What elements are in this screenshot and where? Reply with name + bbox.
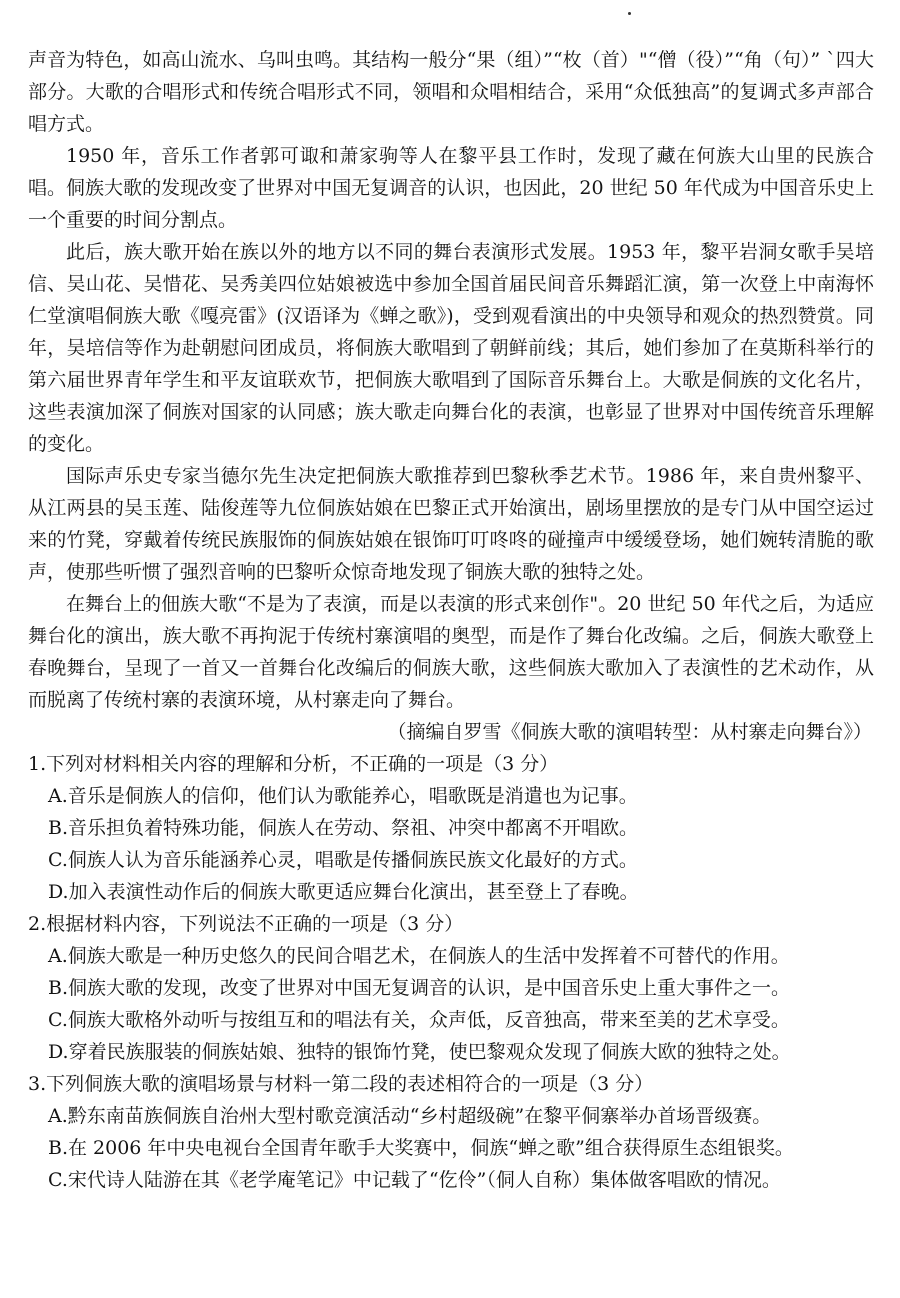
reading-passage <box>28 44 874 716</box>
option-a: A.黔东南苗族侗族自治州大型村歌竞演活动“乡村超级碗”在黎平侗寨举办首场晋级赛。 <box>48 1105 772 1127</box>
option-b: B.侗族大歌的发现，改变了世界对中国无复调音的认识，是中国音乐史上重大事件之一。 <box>48 977 791 999</box>
passage-source: （摘编自罗雪《侗族大歌的演唱转型：从村寨走向舞台》） <box>387 721 872 743</box>
option-a: A.音乐是侗族人的信仰，他们认为歌能养心，唱歌既是消遣也为记事。 <box>48 785 638 807</box>
passage-paragraph-2: 1950 年，音乐工作者郭可诹和萧家驹等人在黎平县工作时，发现了藏在何族大山里的民族合唱。侗族大歌的发现改变了世界对中国无复调音的认识，也因此，20 世纪 50 年代成为中国音乐史上一个重要的时间分割点。 <box>28 145 874 231</box>
passage-paragraph-5: 在舞台上的佃族大歌“不是为了表演，而是以表演的形式来创作"。20 世纪 50 年代之后，为适应舞台化的演出，族大歌不再拘泥于传统村寨演唱的奥型，而是作了舞台化改编。之后，侗族大歌登上春晚舞台，呈现了一首又一首舞台化改编后的侗族大歌，这些侗族大歌加入了表演性的艺术动作，从而脱离了传统村寨的表演环境，从村寨走向了舞台。 <box>28 593 874 711</box>
question-2 <box>28 908 874 1068</box>
option-d: D.加入表演性动作后的侗族大歌更适应舞台化演出，甚至登上了春晚。 <box>48 881 639 903</box>
scan-speck <box>628 12 631 15</box>
question-1 <box>28 748 874 908</box>
question-stem: 1.下列对材料相关内容的理解和分析，不正确的一项是（3 分） <box>28 753 559 775</box>
question-stem: 2.根据材料内容，下列说法不正确的一项是（3 分） <box>28 913 464 935</box>
option-c: C.宋代诗人陆游在其《老学庵笔记》中记载了“仡伶”（侗人自称）集体做客唱欧的情况。 <box>48 1169 781 1191</box>
option-c: C.侗族大歌格外动听与按组互和的唱法有关，众声低，反音独高，带来至美的艺术享受。 <box>48 1009 790 1031</box>
question-stem: 3.下列侗族大歌的演唱场景与材料一第二段的表述相符合的一项是（3 分） <box>28 1073 654 1095</box>
passage-paragraph-3: 此后，族大歌开始在族以外的地方以不同的舞台表演形式发展。1953 年，黎平岩洞女歌手吴培信、吴山花、吴惜花、吴秀美四位姑娘被选中参加全国首届民间音乐舞蹈汇演，第一次登上中南海怀仁堂演唱侗族大歌《嘎亮雷》(汉语译为《蝉之歌》)，受到观看演出的中央领导和观众的热烈赞赏。同年，吴培信等作为赴朝慰问团成员，将侗族大歌唱到了朝鲜前线；其后，她们参加了在莫斯科举行的第六届世界青年学生和平友谊联欢节，把侗族大歌唱到了国际音乐舞台上。大歌是侗族的文化名片，这些表演加深了侗族对国家的认同感；族大歌走向舞台化的表演，也彰显了世界对中国传统音乐理解的变化。 <box>28 241 874 455</box>
exam-page <box>28 44 874 1196</box>
question-3 <box>28 1068 874 1196</box>
option-d: D.穿着民族服装的侗族姑娘、独特的银饰竹凳，使巴黎观众发现了侗族大欧的独特之处。 <box>48 1041 791 1063</box>
option-c: C.侗族人认为音乐能涵养心灵，唱歌是传播侗族民族文化最好的方式。 <box>48 849 638 871</box>
option-b: B.在 2006 年中央电视台全国青年歌手大奖赛中，侗族“蝉之歌”组合获得原生态组银奖。 <box>48 1137 794 1159</box>
option-b: B.音乐担负着特殊功能，侗族人在劳动、祭祖、冲突中都离不开唱欧。 <box>48 817 639 839</box>
passage-paragraph-4: 国际声乐史专家当德尔先生决定把侗族大歌推荐到巴黎秋季艺术节。1986 年，来自贵州黎平、从江两县的吴玉莲、陆俊莲等九位侗族姑娘在巴黎正式开始演出，剧场里摆放的是专门从中国空运过来的竹凳，穿戴着传统民族服饰的侗族姑娘在银饰叮叮咚咚的碰撞声中缓缓登场，她们婉转清脆的歌声，使那些听惯了强烈音响的巴黎听众惊奇地发现了铜族大歌的独特之处。 <box>28 465 874 583</box>
passage-paragraph-1: 声音为特色，如高山流水、乌叫虫鸣。其结构一般分“果（组）”“枚（首）"“僧（役）”“角（句）” `四大部分。大歌的合唱形式和传统合唱形式不同，领唱和众唱相结合，采用“众低独高”的复调式多声部合唱方式。 <box>28 49 874 135</box>
option-a: A.侗族大歌是一种历史悠久的民间合唱艺术，在侗族人的生活中发挥着不可替代的作用。 <box>48 945 790 967</box>
